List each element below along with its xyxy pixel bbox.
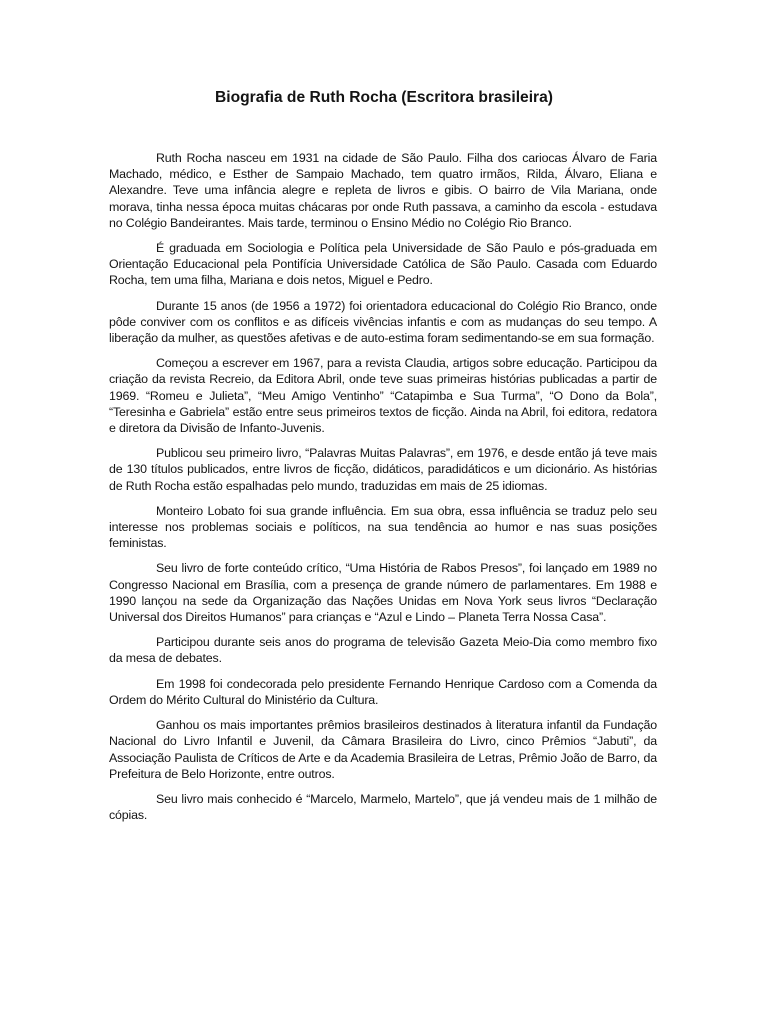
paragraph-11: Seu livro mais conhecido é “Marcelo, Marmelo, Martelo”, que já vendeu mais de 1 milhão de cópias.: [109, 791, 657, 823]
paragraph-4: Começou a escrever em 1967, para a revista Claudia, artigos sobre educação. Participou da criação da revista Recreio, da Editora Abril, onde teve suas primeiras histórias publicadas a partir de 1969. “Romeu e Julieta”, “Meu Amigo Ventinho” “Catapimba e Sua Turma”, “O Dono da Bola”, “Teresinha e Gabriela” estão entre seus primeiros textos de ficção. Ainda na Abril, foi editora, redatora e diretora da Divisão de Infanto-Juvenis.: [109, 356, 657, 436]
paragraph-6: Monteiro Lobato foi sua grande influência. Em sua obra, essa influência se traduz pelo seu interesse nos problemas sociais e políticos, na sua tendência ao humor e nas suas posições feministas.: [109, 503, 657, 551]
paragraph-1: Ruth Rocha nasceu em 1931 na cidade de São Paulo. Filha dos cariocas Álvaro de Faria Machado, médico, e Esther de Sampaio Machado, tem quatro irmãos, Rilda, Álvaro, Eliana e Alexandre. Teve uma infância alegre e repleta de livros e gibis. O bairro de Vila Mariana, onde morava, tinha nessa época muitas chácaras por onde Ruth passava, a caminho da escola - estudava no Colégio Bandeirantes. Mais tarde, terminou o Ensino Médio no Colégio Rio Branco.: [109, 151, 657, 230]
paragraph-10: Ganhou os mais importantes prêmios brasileiros destinados à literatura infantil da Fundação Nacional do Livro Infantil e Juvenil, da Câmara Brasileira do Livro, cinco Prêmios “Jabuti”, da Associação Paulista de Críticos de Arte e da Academia Brasileira de Letras, Prêmio João de Barro, da Prefeitura de Belo Horizonte, entre outros.: [109, 718, 657, 781]
document-body: [109, 150, 657, 832]
paragraph-8: Participou durante seis anos do programa de televisão Gazeta Meio-Dia como membro fixo da mesa de debates.: [109, 635, 657, 666]
paragraph-7: Seu livro de forte conteúdo crítico, “Uma História de Rabos Presos”, foi lançado em 1989 no Congresso Nacional em Brasília, com a presença de grande número de parlamentares. Em 1988 e 1990 lançou na sede da Organização das Nações Unidas em Nova York seus livros “Declaração Universal dos Direitos Humanos” para crianças e “Azul e Lindo – Planeta Terra Nossa Casa”.: [109, 561, 657, 625]
paragraph-5: Publicou seu primeiro livro, “Palavras Muitas Palavras”, em 1976, e desde então já teve mais de 130 títulos publicados, entre livros de ficção, didáticos, paradidáticos e um dicionário. As histórias de Ruth Rocha estão espalhadas pelo mundo, traduzidas em mais de 25 idiomas.: [109, 446, 657, 493]
paragraph-3: Durante 15 anos (de 1956 a 1972) foi orientadora educacional do Colégio Rio Branco, onde pôde conviver com os conflitos e as difíceis vivências infantis e com as mudanças do seu tempo. A liberação da mulher, as questões afetivas e de auto-estima foram sedimentando-se em sua formação.: [109, 298, 657, 346]
document-title: Biografia de Ruth Rocha (Escritora brasileira): [215, 89, 553, 106]
paragraph-9: Em 1998 foi condecorada pelo presidente Fernando Henrique Cardoso com a Comenda da Ordem do Mérito Cultural do Ministério da Cultura.: [109, 676, 657, 707]
paragraph-2: É graduada em Sociologia e Política pela Universidade de São Paulo e pós-graduada em Orientação Educacional pela Pontifícia Universidade Católica de São Paulo. Casada com Eduardo Rocha, tem uma filha, Mariana e dois netos, Miguel e Pedro.: [109, 241, 657, 288]
